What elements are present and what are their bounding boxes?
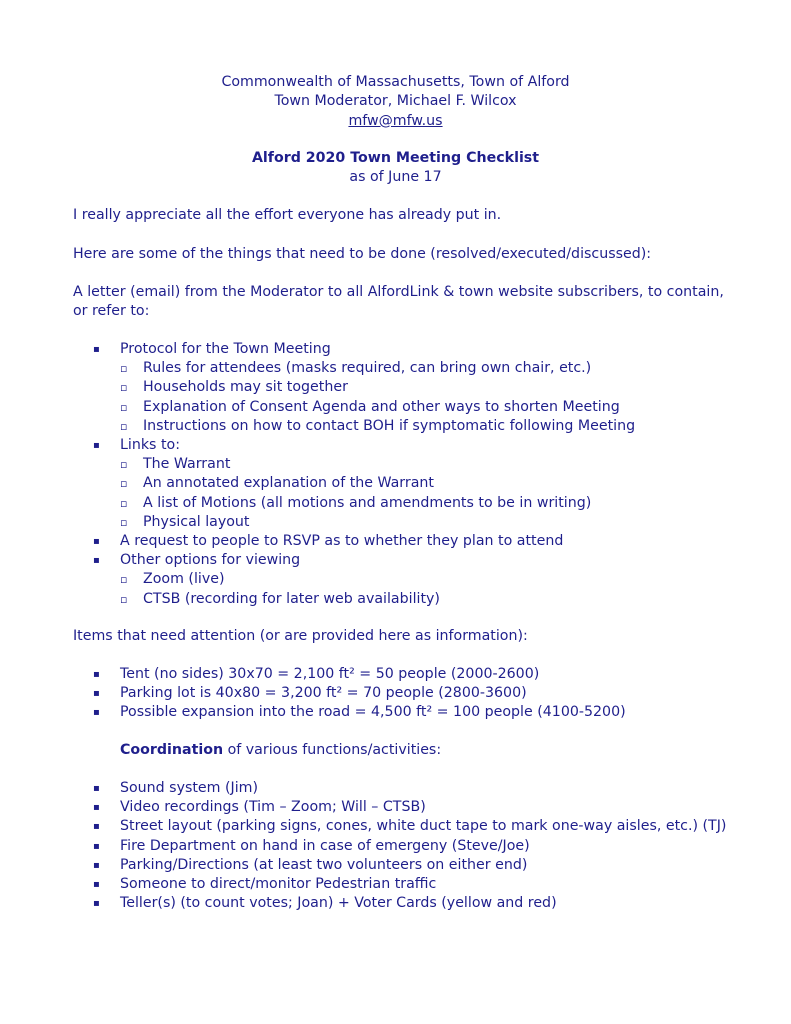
document-date: as of June 17 <box>349 169 442 186</box>
list-item: ▫ A list of Motions (all motions and amendments to be in writing) <box>93 494 733 513</box>
letter-paragraph: A letter (email) from the Moderator to all AlfordLink & town website subscribers, to contain, or refer to: <box>73 284 724 320</box>
letterhead <box>0 73 791 131</box>
attention-list <box>93 665 733 723</box>
header-line-2: Town Moderator, Michael F. Wilcox <box>274 93 517 110</box>
list-item: ▫ Households may sit together <box>93 378 733 397</box>
attention-heading: Items that need attention (or are provided here as information): <box>73 628 528 644</box>
list-item: ▫ The Warrant <box>93 455 733 474</box>
list-item: ▪ Street layout (parking signs, cones, white duct tape to mark one-way aisles, etc.) (TJ) <box>93 817 733 836</box>
list-item: ▪ Protocol for the Town Meeting <box>93 340 733 359</box>
coordination-list <box>93 779 733 913</box>
list-item: ▪ Video recordings (Tim – Zoom; Will – CTSB) <box>93 798 733 817</box>
list-item: ▪ Parking/Directions (at least two volunteers on either end) <box>93 856 733 875</box>
list-item: ▪ Someone to direct/monitor Pedestrian traffic <box>93 875 733 894</box>
list-item: ▫ An annotated explanation of the Warrant <box>93 474 733 493</box>
title-block <box>0 149 791 188</box>
list-item: ▪ Links to: <box>93 436 733 455</box>
email-link[interactable]: mfw@mfw.us <box>348 112 443 129</box>
list-item: ▪ Parking lot is 40x80 = 3,200 ft² = 70 people (2800-3600) <box>93 684 733 703</box>
list-item: ▫ Explanation of Consent Agenda and other ways to shorten Meeting <box>93 398 733 417</box>
coordination-bold: Coordination <box>120 742 224 758</box>
header-line-1: Commonwealth of Massachusetts, Town of Alford <box>221 74 570 90</box>
list-item: ▪ Fire Department on hand in case of emergeny (Steve/Joe) <box>93 837 733 856</box>
letter-contents-list <box>93 340 733 609</box>
list-item: ▪ Sound system (Jim) <box>93 779 733 798</box>
todo-paragraph: Here are some of the things that need to be done (resolved/executed/discussed): <box>73 246 652 262</box>
coordination-rest: of various functions/activities: <box>223 742 442 758</box>
list-item: ▪ Teller(s) (to count votes; Joan) + Voter Cards (yellow and red) <box>93 894 733 913</box>
list-item: ▪ Other options for viewing <box>93 551 733 570</box>
list-item: ▫ CTSB (recording for later web availability) <box>93 590 733 609</box>
list-item: ▪ A request to people to RSVP as to whether they plan to attend <box>93 532 733 551</box>
list-item: ▫ Rules for attendees (masks required, can bring own chair, etc.) <box>93 359 733 378</box>
list-item: ▪ Possible expansion into the road = 4,500 ft² = 100 people (4100-5200) <box>93 703 733 722</box>
coordination-heading <box>120 741 780 760</box>
list-item: ▪ Tent (no sides) 30x70 = 2,100 ft² = 50 people (2000-2600) <box>93 665 733 684</box>
list-item: ▫ Physical layout <box>93 513 733 532</box>
list-item: ▫ Instructions on how to contact BOH if symptomatic following Meeting <box>93 417 733 436</box>
document-title: Alford 2020 Town Meeting Checklist <box>251 150 540 166</box>
appreciation-paragraph: I really appreciate all the effort everyone has already put in. <box>73 207 502 223</box>
list-item: ▫ Zoom (live) <box>93 570 733 589</box>
